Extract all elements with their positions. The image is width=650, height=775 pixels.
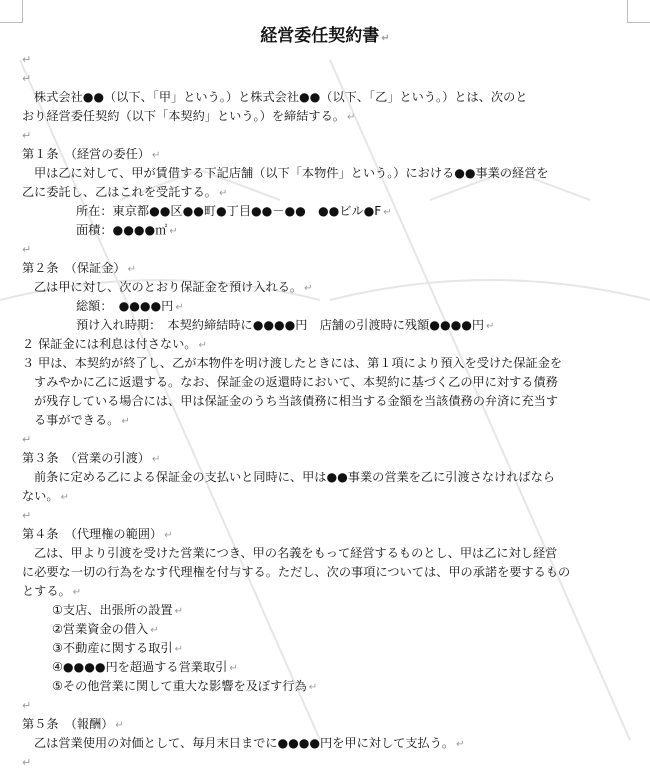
- paragraph-mark-icon: ↵: [151, 150, 161, 161]
- paragraph-mark-icon: ↵: [486, 321, 495, 332]
- deposit-timing: 預け入れ時期： 本契約締結時に●●●●円 店舗の引渡時に残額●●●●円 ↵: [76, 318, 495, 332]
- article-body-line: ない。 ↵: [22, 489, 69, 503]
- paragraph-mark-icon: ↵: [198, 340, 207, 351]
- article-body-line: とする。 ↵: [22, 584, 82, 598]
- paragraph-mark-icon: ↵: [169, 226, 178, 237]
- article-body-line: 乙は甲に対し、次のとおり保証金を預け入れる。 ↵: [34, 280, 313, 294]
- article-heading: 第２条 （保証金） ↵: [22, 261, 136, 275]
- clause-item-continued: が残存している場合には、甲は保証金のうち当該債務に相当する金額を当該債務の弁済に充当す: [34, 394, 559, 408]
- article-body-line: 乙は、甲より引渡を受けた営業につき、甲の名義をもって経営するものとし、甲は乙に対し経営: [34, 546, 558, 560]
- paragraph-mark-icon: ↵: [174, 644, 184, 655]
- list-item: ①支店、出張所の設置 ↵: [52, 603, 184, 617]
- paragraph-mark-icon: ↵: [151, 454, 161, 465]
- paragraph-mark-icon: ↵: [150, 625, 159, 636]
- blank-line: ↵: [22, 699, 32, 712]
- article-body-line: 前条に定める乙による保証金の支払いと同時に、甲は●●事業の営業を乙に引渡さなければなら: [34, 470, 555, 484]
- list-item: ⑤その他営業に関して重大な影響を及ぼす行為 ↵: [52, 679, 318, 693]
- clause-item: ２ 保証金には利息は付さない。 ↵: [22, 337, 207, 351]
- blank-line: ↵: [22, 509, 32, 522]
- blank-line: ↵: [22, 129, 32, 142]
- blank-line: ↵: [22, 243, 32, 256]
- clause-item: ３ 甲は、本契約が終了し、乙が本物件を明け渡したときには、第１項により預入を受けた保証金を: [22, 356, 563, 370]
- article-heading: 第５条 （報酬） ↵: [22, 717, 124, 731]
- preamble-line: おり経営委任契約（以下「本契約」という。）を締結する。 ↵: [22, 109, 356, 123]
- paragraph-mark-icon: ↵: [219, 188, 228, 199]
- deposit-total: 総額： ●●●●円 ↵: [76, 299, 184, 313]
- blank-line: ↵: [22, 756, 32, 769]
- article-heading: 第１条 （経営の委任） ↵: [22, 147, 161, 161]
- preamble-line: 株式会社●●（以下、「甲」という。）と株式会社●●（以下、「乙」という。）とは、次のと: [34, 90, 528, 104]
- paragraph-mark-icon: ↵: [346, 112, 356, 123]
- document-body: [22, 22, 628, 772]
- article-heading: 第４条 （代理権の範囲） ↵: [22, 527, 173, 541]
- article-body-line: に必要な一切の行為をなす代理権を付与する。ただし、次の事項については、甲の承諾を要するもの: [22, 565, 571, 579]
- paragraph-mark-icon: ↵: [72, 587, 82, 598]
- list-item: ④●●●●円を超過する営業取引 ↵: [52, 660, 238, 674]
- blank-line: ↵: [22, 72, 32, 85]
- article-body-line: 甲は乙に対して、甲が賃借する下記店舗（以下「本物件」という。）における●●事業の経営を: [34, 166, 549, 180]
- property-area: 面積：●●●●㎡ ↵: [76, 223, 178, 237]
- paragraph-mark-icon: ↵: [383, 207, 392, 218]
- article-body-line: 乙は営業使用の対価として、毎月末日までに●●●●円を甲に対して支払う。 ↵: [34, 736, 465, 750]
- article-body-line: 乙に委託し、乙はこれを受託する。 ↵: [22, 185, 228, 199]
- paragraph-mark-icon: ↵: [175, 302, 184, 313]
- clause-item-continued: る事ができる。 ↵: [34, 413, 130, 427]
- title-text: 経営委任契約書: [260, 26, 380, 46]
- list-item: ②営業資金の借入 ↵: [52, 622, 159, 636]
- paragraph-mark-icon: ↵: [304, 283, 313, 294]
- paragraph-mark-icon: ↵: [174, 606, 184, 617]
- document-title: [22, 22, 628, 50]
- clause-item-continued: すみやかに乙に返還する。なお、保証金の返還時において、本契約に基づく乙の甲に対する債務: [34, 375, 558, 389]
- paragraph-mark-icon: ↵: [164, 530, 173, 541]
- crop-mark-top-right: [627, 0, 650, 23]
- paragraph-mark-icon: ↵: [229, 663, 238, 674]
- crop-mark-top-left: [0, 0, 23, 23]
- list-item: ③不動産に関する取引 ↵: [52, 641, 184, 655]
- paragraph-mark-icon: ↵: [115, 720, 124, 731]
- blank-line: ↵: [22, 433, 32, 446]
- paragraph-mark-icon: ↵: [456, 739, 465, 750]
- paragraph-mark-icon: ↵: [121, 416, 130, 427]
- article-heading: 第３条 （営業の引渡） ↵: [22, 451, 161, 465]
- paragraph-mark-icon: ↵: [60, 492, 69, 503]
- blank-line: ↵: [22, 53, 32, 66]
- paragraph-mark-icon: ↵: [127, 264, 136, 275]
- paragraph-mark-icon: ↵: [381, 33, 390, 44]
- property-location: 所在：東京都●●区●●町●丁目●●－●● ●●ビル●F ↵: [76, 204, 392, 218]
- paragraph-mark-icon: ↵: [308, 682, 318, 693]
